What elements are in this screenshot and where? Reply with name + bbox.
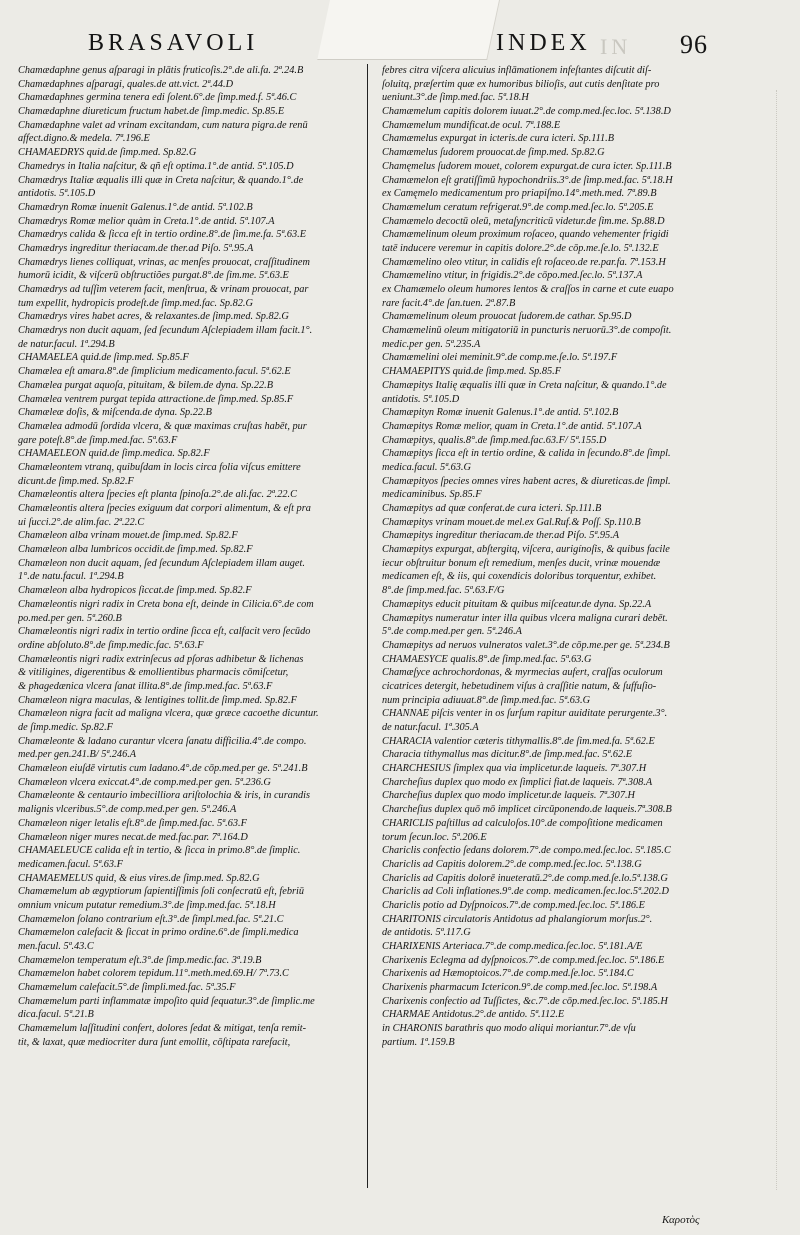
- index-entry: [18, 119, 363, 146]
- index-entry: [382, 420, 770, 434]
- index-entry-line: iecur obſtruitur bonum eſt remedium, menſes ducit, vrinæ mouendæ: [382, 557, 661, 569]
- index-entry-line: gare poteſt.8°.de ſimp.med.fac. 5ª.63.F: [18, 434, 178, 446]
- index-entry: [18, 831, 363, 845]
- index-entry: [382, 543, 770, 598]
- index-entry: [18, 557, 363, 584]
- index-entry: [382, 1022, 770, 1049]
- index-entry-line: CHAMAELEUCE calida eſt in tertio, & ſicca in primo.8°.de ſimplic.: [18, 845, 301, 857]
- index-entry-line: med.per gen.241.B/ 5ª.246.A: [18, 749, 137, 761]
- index-entry: [18, 598, 363, 625]
- index-entry-line: Chamædrys ad tuſſim veterem facit, menſtrua, & vrinam prouocat, par: [18, 284, 309, 295]
- index-entry-line: po.med.per gen. 5ª.260.B: [18, 612, 122, 624]
- index-entry: [382, 858, 770, 872]
- index-entry: [18, 762, 363, 776]
- index-entry-line: ſoluitq, præſertim quæ ex humoribus bilioſis, aut cutis denſitate pro: [382, 78, 660, 90]
- index-entry-line: cicatrices detergit, hebetudinem viſus à craſſitie natum, & ſuffuſio-: [382, 680, 657, 692]
- index-entry-line: CHARMAE Antidotus.2°.de antido. 5ª.112.E: [382, 1009, 565, 1021]
- index-entry-line: Chamęmelus ſudorem mouet, colorem expurgat.de cura icter. Sp.111.B: [382, 160, 672, 172]
- index-entry: [18, 324, 363, 351]
- index-entry-line: Chamæleon alba vrinam mouet.de ſimp.med. Sp.82.F: [18, 530, 238, 542]
- index-entry-line: Chamæleontis altera ſpecies exiguum dat corpori alimentum, & eſt pra: [18, 503, 311, 514]
- index-entry-line: CHAMAELEON quid.de ſimp.medica. Sp.82.F: [18, 448, 210, 460]
- index-entry-line: Chamædaphne valet ad vrinam excitandam, cum natura pigra.de renū: [18, 119, 308, 131]
- index-entry: [382, 789, 770, 803]
- index-entry-line: Chamæleon niger letalis eſt.8°.de ſimp.med.fac. 5ª.63.F: [18, 817, 247, 829]
- index-entry-line: Chamæmelon ſolano contrarium eſt.3°.de ſimpl.med.fac. 5ª.21.C: [18, 913, 284, 925]
- index-entry-line: & vitiligines, digerentibus & emollientibus pharmacis cōmiſcetur,: [18, 667, 289, 679]
- index-entry-line: Chamæpitys vrinam mouet.de mel.ex Gal.Ruf.& Poſſ. Sp.110.B: [382, 516, 641, 528]
- index-entry-line: Chamæpitys numeratur inter illa quibus vlcera maligna curari debēt.: [382, 612, 668, 624]
- index-entry-line: Chamæpityos ſpecies omnes vires habent acres, & diureticas.de ſimpl.: [382, 475, 671, 487]
- index-entry-line: CHARITONIS circulatoris Antidotus ad phalangiorum morſus.2°.: [382, 913, 653, 925]
- index-entry-line: Chamæmelon calefacit & ſiccat in primo ordine.6°.de ſimpli.medica: [18, 927, 299, 939]
- index-entry: [382, 666, 770, 707]
- index-entry-line: Chamæmelino oleo vtitur, in calidis eſt roſaceo.de re.par.fa. 7ª.153.H: [382, 256, 666, 268]
- index-column-left: [18, 64, 368, 1188]
- index-entry-line: Chamæpityn Romæ inuenit Galenus.1°.de antid. 5ª.102.B: [382, 407, 619, 419]
- index-entry: [382, 954, 770, 968]
- index-entry: [382, 475, 770, 502]
- index-entry: [382, 406, 770, 420]
- index-entry-line: Chamædrys lienes colliquat, vrinas, ac menſes prouocat, craſſitudinem: [18, 256, 310, 268]
- index-entry: [382, 817, 770, 844]
- index-entry: [18, 105, 363, 119]
- index-entry-line: Chamæpitys Romæ melior, quam in Creta.1°.de antid. 5ª.107.A: [382, 420, 642, 432]
- index-entry-line: Chariclis potio ad Dyſpnoicos.7°.de comp.med.ſec.loc. 5ª.186.E: [382, 899, 645, 911]
- index-entry-line: CHAMAEPITYS quid.de ſimp.med. Sp.85.F: [382, 366, 562, 378]
- index-entry: [382, 803, 770, 817]
- catchword: Καροτὸς: [662, 1214, 700, 1226]
- index-entry-line: humorū icidit, & viſcerū obſtructiões purgat.8°.de ſim.me. 5ª.63.E: [18, 270, 289, 282]
- index-entry-line: Chamæmelum laſſitudini confert, dolores ſedat & mitigat, tenſa remit-: [18, 1023, 307, 1035]
- index-entry: [18, 174, 363, 201]
- index-entry: [18, 406, 363, 420]
- index-entry-line: CHANNAE piſcis venter in os ſurſum rapitur auiditate perurgente.3°.: [382, 708, 668, 720]
- index-entry: [18, 91, 363, 105]
- index-entry-line: de natur.facul. 1ª.305.A: [382, 722, 479, 733]
- index-entry-line: Chamæmelum ceratum refrigerat.9°.de comp.med.ſec.lo. 5ª.205.E: [382, 201, 654, 213]
- index-entry: [382, 351, 770, 365]
- page-number: 96: [680, 30, 708, 59]
- index-entry-line: 5°.de comp.med.per gen. 5ª.246.A: [382, 626, 522, 638]
- index-entry-line: dicunt.de ſimp.med. Sp.82.F: [18, 475, 134, 487]
- index-entry: [382, 762, 770, 776]
- index-entry-line: Chamæleon alba hydropicos ſiccat.de ſimp.med. Sp.82.F: [18, 585, 252, 597]
- index-entry-line: ordine abſoluto.8°.de ſimp.medic.fac. 5ª.63.F: [18, 639, 204, 651]
- index-entry: [382, 187, 770, 201]
- index-entry: [382, 872, 770, 886]
- index-entry-line: Chamæleon alba lumbricos occidit.de ſimp.med. Sp.82.F: [18, 544, 253, 556]
- index-entry-line: Chamæmelo decoctū oleū, metaſyncriticū videtur.de ſim.me. Sp.88.D: [382, 215, 665, 227]
- index-entry-line: Chamæſyce achrochordonas, & myrmecias aufert, craſſas oculorum: [382, 667, 663, 679]
- header-section: INDEX: [496, 30, 591, 56]
- index-entry-line: Chamæpitys Italię æqualis illi quæ in Creta naſcitur, & quando.1°.de: [382, 379, 667, 391]
- margin-guide: [776, 90, 796, 1190]
- index-entry: [18, 885, 363, 912]
- index-entry-line: CHARACIA valentior cæteris tithymallis.8°.de ſim.med.fa. 5ª.62.E: [382, 735, 655, 747]
- index-entry-line: Chamædrys ingreditur theriacam.de ther.ad Piſo. 5ª.95.A: [18, 242, 254, 254]
- index-entry: [382, 913, 770, 940]
- index-column-right: [382, 64, 770, 1050]
- index-entry-line: Chamæleon non ducit aquam, ſed ſecundum Aſclepiadem illam auget.: [18, 557, 305, 569]
- index-entry-line: Chamæmelum parti inflammatæ impoſito quid ſequatur.3°.de ſimplic.me: [18, 995, 315, 1007]
- index-entry-line: Charixenis confectio ad Tuſſictes, &c.7°.de cōp.med.ſec.loc. 5ª.185.H: [382, 995, 668, 1007]
- index-entry-line: Chamædrys vires habet acres, & relaxantes.de ſimp.med. Sp.82.G: [18, 311, 289, 323]
- index-entry-line: Chamædrys Romæ melior quàm in Creta.1°.de antid. 5ª.107.A: [18, 215, 275, 227]
- index-entry: [18, 64, 363, 78]
- index-entry: [382, 269, 770, 283]
- index-entry-line: Chamæleontis nigri radix in Creta bona eſt, deinde in Cilicia.6°.de com: [18, 598, 314, 610]
- index-entry-line: tatē inducere veremur in capitis dolore.2°.de cōp.me.ſe.lo. 5ª.132.E: [382, 242, 659, 254]
- index-entry-line: medicaminibus. Sp.85.F: [382, 489, 482, 501]
- index-entry-line: Chamæleontem vtranq, quibuſdam in locis circa folia viſcus emittere: [18, 461, 301, 473]
- index-entry: [382, 365, 770, 379]
- index-entry: [18, 694, 363, 708]
- index-entry: [18, 872, 363, 886]
- index-entry-line: febres citra viſcera alicuius inflāmationem infeſtantes diſcutit diſ-: [382, 65, 652, 76]
- index-entry: [382, 324, 770, 351]
- index-entry: [382, 502, 770, 516]
- index-entry: [18, 379, 363, 393]
- index-entry: [382, 639, 770, 653]
- index-entry: [18, 283, 363, 310]
- index-entry-line: in CHARONIS barathris quo modo aliqui moriantur.7°.de vſu: [382, 1023, 636, 1035]
- index-entry-line: antidotis. 5ª.105.D: [18, 188, 96, 200]
- index-entry-line: medica.facul. 5ª.63.G: [382, 461, 471, 473]
- index-entry: [382, 529, 770, 543]
- index-entry: [382, 735, 770, 749]
- index-entry-line: Chariclis ad Capitis dolorē inueteratū.2°.de comp.med.ſe.lo.5ª.138.G: [382, 872, 668, 884]
- index-entry-line: Chamæmelon eſt gratiſſimū hypochondriis.3°.de ſimp.med.fac. 5ª.18.H: [382, 174, 673, 186]
- index-entry-line: Chamæleon nigra maculas, & lentigines tollit.de ſimp.med. Sp.82.F: [18, 694, 297, 706]
- index-entry-line: de antidotis. 5ª.117.G: [382, 927, 471, 939]
- index-entry-line: Chamæleontis nigri radix in tertio ordine ſicca eſt, calfacit vero ſecūdo: [18, 626, 311, 638]
- index-entry-line: Chamæmelinum oleum prouocat ſudorem.de cathar. Sp.95.D: [382, 311, 632, 323]
- index-entry: [18, 735, 363, 762]
- index-entry-line: Chamæleontis altera ſpecies eſt planta ſpinoſa.2°.de ali.fac. 2ª.22.C: [18, 489, 297, 501]
- index-entry: [382, 215, 770, 229]
- index-entry-line: Chamæpitys ad quæ conferat.de cura icteri. Sp.111.B: [382, 503, 602, 514]
- index-entry: [18, 447, 363, 461]
- index-entry: [18, 256, 363, 283]
- index-entry: [18, 146, 363, 160]
- index-entry: [18, 954, 363, 968]
- index-entry-line: num principia adiuuat.8°.de ſimp.med.fac. 5ª.63.G: [382, 694, 591, 706]
- index-entry: [382, 899, 770, 913]
- index-entry: [18, 228, 363, 242]
- index-entry: [18, 967, 363, 981]
- index-entry-line: CHARICLIS paſtillus ad calculoſos.10°.de compoſitione medicamen: [382, 817, 663, 829]
- index-entry-line: Chamæmelinū oleum mitigatoriū in puncturis neruorū.3°.de compoſit.: [382, 325, 672, 337]
- index-entry-line: Chamælea purgat aquoſa, pituitam, & bilem.de dyna. Sp.22.B: [18, 379, 274, 391]
- index-entry: [18, 365, 363, 379]
- index-entry: [18, 543, 363, 557]
- index-entry-line: dica.facul. 5ª.21.B: [18, 1009, 94, 1021]
- index-entry-line: CHAMAESYCE qualis.8°.de ſimp.med.fac. 5ª.63.G: [382, 653, 592, 665]
- index-entry: [382, 981, 770, 995]
- index-entry: [382, 201, 770, 215]
- index-entry-line: CHAMAEMELUS quid, & eius vires.de ſimp.med. Sp.82.G: [18, 872, 260, 884]
- index-entry: [18, 529, 363, 543]
- index-entry-line: Chamæleon nigra facit ad maligna vlcera, quæ græce cacoethe dicuntur.: [18, 708, 319, 720]
- index-entry-line: antidotis. 5ª.105.D: [382, 393, 460, 405]
- index-entry: [18, 844, 363, 871]
- index-entry-line: Chamædaphnes germina tenera edi ſolent.6°.de ſimp.med.f. 5ª.46.C: [18, 92, 297, 104]
- index-entry: [382, 160, 770, 174]
- index-entry-line: Chariclis ad Capitis dolorem.2°.de comp.med.ſec.loc. 5ª.138.G: [382, 858, 642, 870]
- index-entry-line: CHAMAEDRYS quid.de ſimp.med. Sp.82.G: [18, 147, 197, 159]
- index-entry-line: CHARIXENIS Arteriaca.7°.de comp.medica.ſec.loc. 5ª.181.A/E: [382, 941, 643, 952]
- index-entry-line: Chamæmelino vtitur, in frigidis.2°.de cōpo.med.ſec.lo. 5ª.137.A: [382, 270, 643, 282]
- index-entry-line: Chamæpitys ad neruos vulneratos valet.3°.de cōp.me.per ge. 5ª.234.B: [382, 639, 670, 651]
- index-entry-line: Chamæpitys educit pituitam & quibus miſceatur.de dyna. Sp.22.A: [382, 598, 652, 610]
- index-entry-line: medic.per gen. 5ª.235.A: [382, 338, 481, 350]
- index-entry-line: Chamæleontis nigri radix extrinſecus ad pſoras adhibetur & lichenas: [18, 653, 304, 665]
- index-entry: [18, 310, 363, 324]
- index-entry-line: Chamælea admodū ſordida vlcera, & quæ maximas cruſtas habēt, pur: [18, 420, 307, 432]
- index-entry-line: omnium vnicum putatur remedium.3°.de ſimp.med.fac. 5ª.18.H: [18, 899, 276, 911]
- index-entry-line: Chamælea ventrem purgat tepida attractione.de ſimp.med. Sp.85.F: [18, 393, 294, 405]
- index-entry: [382, 598, 770, 612]
- index-entry-line: de ſimp.medic. Sp.82.F: [18, 722, 113, 733]
- index-entry-line: Charcheſius duplex quō mō implicet circūponendo.de laqueis.7ª.308.B: [382, 804, 672, 816]
- index-entry-line: Charixenis ad Hæmoptoicos.7°.de comp.med.ſe.loc. 5ª.184.C: [382, 968, 634, 980]
- index-entry-line: de natur.facul. 1ª.294.B: [18, 338, 115, 350]
- index-entry: [382, 434, 770, 448]
- index-entry: [18, 707, 363, 734]
- index-entry-line: 8°.de ſimp.med.fac. 5ª.63.F/G: [382, 585, 505, 597]
- index-entry-line: rare facit.4°.de ſan.tuen. 2ª.87.B: [382, 297, 516, 309]
- index-entry: [18, 913, 363, 927]
- index-entry-line: Characia tithymallus mas dicitur.8°.de ſimp.med.fac. 5ª.62.E: [382, 749, 633, 761]
- index-entry: [382, 995, 770, 1009]
- index-entry-line: Chamædrys calida & ſicca eſt in tertio ordine.8°.de ſim.me.fa. 5ª.63.E: [18, 229, 306, 241]
- index-entry-line: Chamæpitys ingreditur theriacam.de ther.ad Piſo. 5ª.95.A: [382, 530, 619, 542]
- index-entry: [382, 748, 770, 762]
- index-entry-line: Chariclis ad Coli inflationes.9°.de comp. medicamen.ſec.loc.5ª.202.D: [382, 886, 669, 898]
- index-entry: [382, 132, 770, 146]
- index-entry-line: torum ſecun.loc. 5ª.206.E: [382, 831, 487, 843]
- index-entry-line: Charixenis pharmacum Ictericon.9°.de comp.med.ſec.loc. 5ª.198.A: [382, 982, 658, 994]
- index-entry-line: ex Chamæmelo oleum humores lentos & craſſos in carne et cute euapo: [382, 284, 674, 295]
- index-entry: [382, 310, 770, 324]
- index-entry-line: Chamæleon vlcera exiccat.4°.de comp.med.per gen. 5ª.236.G: [18, 776, 271, 788]
- index-entry-line: CHARCHESIUS ſimplex qua via implicetur.de laqueis. 7ª.307.H: [382, 763, 647, 775]
- index-entry: [382, 228, 770, 255]
- index-entry: [18, 351, 363, 365]
- index-entry-line: ui ſucci.2°.de alim.fac. 2ª.22.C: [18, 516, 145, 528]
- index-entry: [18, 584, 363, 598]
- index-entry-line: Chamæmelini olei meminit.9°.de comp.me.ſe.lo. 5ª.197.F: [382, 352, 618, 364]
- index-entry-line: Chamæmelinum oleum proximum roſaceo, quando vehementer frigidi: [382, 229, 669, 241]
- index-entry-line: ueniunt.3°.de ſimp.med.fac. 5ª.18.H: [382, 92, 529, 104]
- index-entry: [18, 1022, 363, 1049]
- index-entry-line: ex Camęmelo medicamentum pro priapiſmo.14°.meth.med. 7ª.89.B: [382, 188, 657, 200]
- index-entry: [382, 379, 770, 406]
- index-entry: [382, 967, 770, 981]
- index-entry-line: Charcheſius duplex quo modo implicetur.de laqueis. 7ª.307.H: [382, 790, 635, 802]
- index-entry-line: Chamædrys Italiæ æqualis illi quæ in Creta naſcitur, & quando.1°.de: [18, 174, 304, 186]
- index-entry-line: Chamæmelum capitis dolorem iuuat.2°.de comp.med.ſec.loc. 5ª.138.D: [382, 106, 671, 118]
- index-entry-line: Chamædaphnes aſparagi, quales.de att.vict. 2ª.44.D: [18, 78, 234, 90]
- index-entry-line: 1°.de natu.facul. 1ª.294.B: [18, 571, 124, 583]
- index-entry-line: CHAMAELEA quid.de ſimp.med. Sp.85.F: [18, 352, 189, 364]
- index-entry-line: Chamæmelum mundificat.de ocul. 7ª.188.E: [382, 119, 561, 131]
- index-entry-line: Chamæmelum ab ægyptiorum ſapientiſſimis ſoli conſecratū eſt, febriū: [18, 886, 305, 898]
- index-entry: [18, 625, 363, 652]
- index-entry-line: Chamæleon eiuſdē virtutis cum ladano.4°.de cōp.med.per ge. 5ª.241.B: [18, 763, 308, 775]
- index-entry: [18, 78, 363, 92]
- index-entry-line: Charixenis Eclegma ad dyſpnoicos.7°.de comp.med.ſec.loc. 5ª.186.E: [382, 954, 665, 966]
- index-entry-line: tum expellit, hydropicis prodeſt.de ſimp.med.fac. Sp.82.G: [18, 297, 253, 309]
- index-entry: [18, 393, 363, 407]
- index-entry-line: tit, & laxat, quæ mediocriter dura ſunt emollit, cōſtipata rarefacit,: [18, 1036, 291, 1048]
- index-entry: [18, 817, 363, 831]
- index-entry: [382, 105, 770, 119]
- index-entry-line: Chamæmelon habet colorem tepidum.11°.meth.med.69.H/ 7ª.73.C: [18, 968, 289, 980]
- index-entry: [382, 940, 770, 954]
- index-entry: [18, 653, 363, 694]
- index-entry: [18, 488, 363, 502]
- index-entry: [382, 119, 770, 133]
- index-entry-line: Chamæpitys, qualis.8°.de ſimp.med.fac.63.F/ 5ª.155.D: [382, 434, 607, 446]
- index-entry: [18, 461, 363, 488]
- index-entry-line: medicamen.facul. 5ª.63.F: [18, 858, 123, 870]
- index-entry-line: & phagedænica vlcera ſanat illita.8°.de ſimp.med.fac. 5ª.63.F: [18, 680, 273, 692]
- index-entry-line: medicamen eſt, & iis, qui coxendicis doloribus torquentur, exhibet.: [382, 571, 657, 583]
- index-entry-line: Chamedrys in Italia naſcitur, & qñ eſt optima.1°.de antid. 5ª.105.D: [18, 160, 294, 172]
- index-entry-line: affect.digno.& medela. 7ª.196.E: [18, 133, 150, 145]
- index-entry-line: Chamælea eſt amara.8°.de ſimplicium medicamento.facul. 5ª.62.E: [18, 366, 291, 378]
- index-entry: [382, 283, 770, 310]
- index-entry-line: malignis vlceribus.5°.de comp.med.per gen. 5ª.246.A: [18, 804, 237, 816]
- index-entry-line: Chamæmelus expurgat in icteris.de cura icteri. Sp.111.B: [382, 133, 615, 145]
- index-entry: [382, 447, 770, 474]
- index-entry-line: Chamæmelus ſudorem prouocat.de ſimp.med. Sp.82.G: [382, 147, 605, 159]
- index-entry: [382, 256, 770, 270]
- index-entry-line: Chamædaphne diureticum fructum habet.de ſimp.medic. Sp.85.E: [18, 106, 285, 118]
- header-author: BRASAVOLI: [88, 30, 259, 56]
- index-entry-line: Chamæpitys expurgat, abſtergitq, viſcera, aurigínoſis, & quibus facile: [382, 544, 670, 556]
- index-entry: [382, 653, 770, 667]
- index-entry: [382, 516, 770, 530]
- index-entry: [382, 612, 770, 639]
- index-entry: [18, 926, 363, 953]
- index-entry-line: Chamædrys non ducit aquam, ſed ſecundum Aſclepiadem illam facit.1°.: [18, 325, 313, 337]
- index-entry-line: Chamæpitys ſicca eſt in tertio ordine, & calida in ſecundo.8°.de ſimpl.: [382, 448, 671, 460]
- index-entry: [382, 64, 770, 105]
- index-entry-line: Chamæleonte & centaurio imbecilliora ariſtolochia & iris, in curandis: [18, 790, 311, 802]
- index-entry: [18, 981, 363, 995]
- index-entry: [18, 789, 363, 816]
- index-entry-line: Chamædryn Romæ inuenit Galenus.1°.de antid. 5ª.102.B: [18, 201, 253, 213]
- index-entry-line: Chamæleon niger mures necat.de med.fac.par. 7ª.164.D: [18, 831, 248, 843]
- index-entry: [382, 885, 770, 899]
- index-entry: [18, 995, 363, 1022]
- index-entry: [18, 502, 363, 529]
- index-entry-line: Chariclis confectio ſedans dolorem.7°.de compo.med.ſec.loc. 5ª.185.C: [382, 845, 671, 857]
- index-entry: [18, 201, 363, 215]
- index-entry: [382, 776, 770, 790]
- index-entry-line: Chamæleonte & ladano curantur vlcera ſanatu difficilia.4°.de compo.: [18, 735, 307, 747]
- index-entry: [18, 160, 363, 174]
- index-entry: [18, 242, 363, 256]
- index-entry-line: Charcheſius duplex quo modo ex ſimplici fiat.de laqueis. 7ª.308.A: [382, 776, 653, 788]
- index-entry-line: Chamædaphne genus aſparagi in plātis fruticoſis.2°.de ali.fa. 2ª.24.B: [18, 65, 304, 76]
- index-entry-line: men.facul. 5ª.43.C: [18, 941, 94, 952]
- index-entry: [382, 1008, 770, 1022]
- index-entry: [382, 707, 770, 734]
- index-entry: [18, 215, 363, 229]
- index-entry: [382, 146, 770, 160]
- index-entry-line: Chamæmelon temperatum eſt.3°.de ſimp.medic.fac. 3ª.19.B: [18, 954, 262, 966]
- index-entry: [382, 844, 770, 858]
- index-entry-line: partium. 1ª.159.B: [382, 1036, 455, 1048]
- index-entry: [382, 174, 770, 188]
- index-entry: [18, 420, 363, 447]
- header-bleedthrough-text: IN: [600, 34, 632, 59]
- index-entry: [18, 776, 363, 790]
- index-entry-line: Chamæleæ doſis, & miſcenda.de dyna. Sp.22.B: [18, 407, 212, 419]
- index-entry-line: Chamæmelum calefacit.5°.de ſimpli.med.fac. 5ª.35.F: [18, 982, 236, 994]
